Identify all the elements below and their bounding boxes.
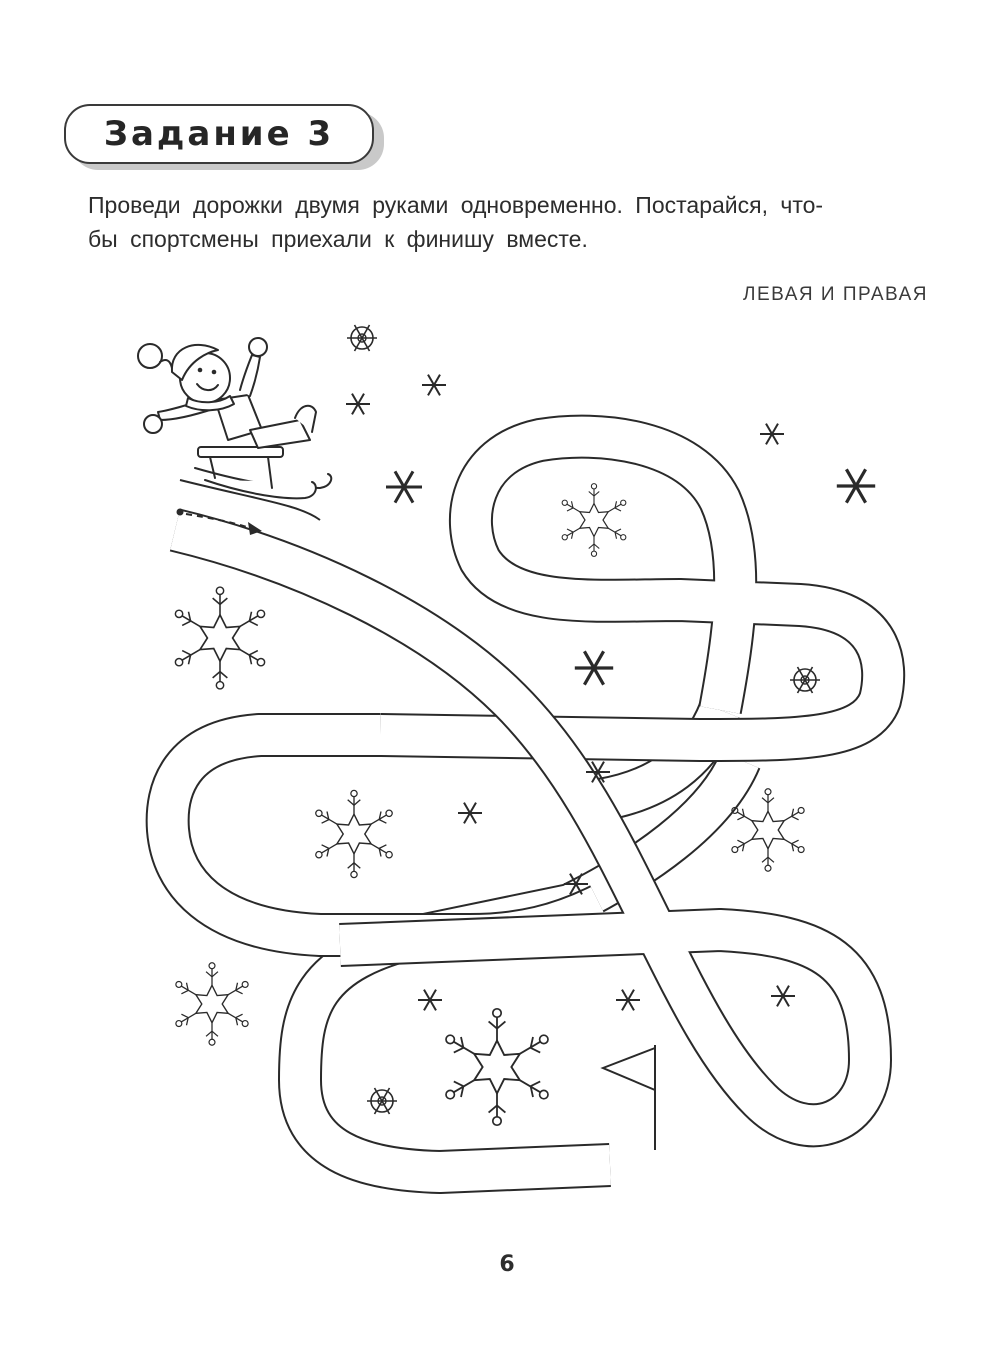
- snowflake-icon: [446, 1009, 548, 1125]
- snowflake-icon: [790, 667, 820, 693]
- instructions-line-2: бы спортсмены приехали к финишу вместе.: [88, 226, 588, 252]
- snowflake-icon: [347, 325, 377, 351]
- snowflake-icon: [562, 484, 626, 557]
- snowflake-icon: [732, 789, 804, 871]
- snowflake-icon: [418, 990, 442, 1011]
- snowflake-icon: [837, 469, 875, 502]
- snowflake-icon: [346, 394, 370, 415]
- snowflake-icon: [616, 990, 640, 1011]
- snowflake-icon: [771, 986, 795, 1007]
- sledder-child-icon: [138, 338, 331, 498]
- snowflake-icon: [176, 963, 248, 1045]
- page-number: 6: [499, 1252, 515, 1277]
- snowflake-icon: [316, 790, 393, 877]
- snowflake-icon: [760, 424, 784, 445]
- snowflake-icon: [575, 651, 613, 684]
- exercise-subtitle: ЛЕВАЯ И ПРАВАЯ: [743, 284, 928, 305]
- snowflake-icon: [422, 375, 446, 396]
- snowflake-icon: [386, 471, 422, 502]
- maze-tracks: [168, 437, 884, 1172]
- instructions-line-1: Проведи дорожки двумя руками одновременно. Постарайся, что-: [88, 192, 824, 218]
- snowflake-icon: [458, 803, 482, 824]
- snowflake-icon: [367, 1088, 397, 1114]
- task-title: Задание 3: [103, 114, 335, 154]
- finish-flag-icon: [603, 1045, 655, 1150]
- snowflake-icon: [175, 587, 264, 689]
